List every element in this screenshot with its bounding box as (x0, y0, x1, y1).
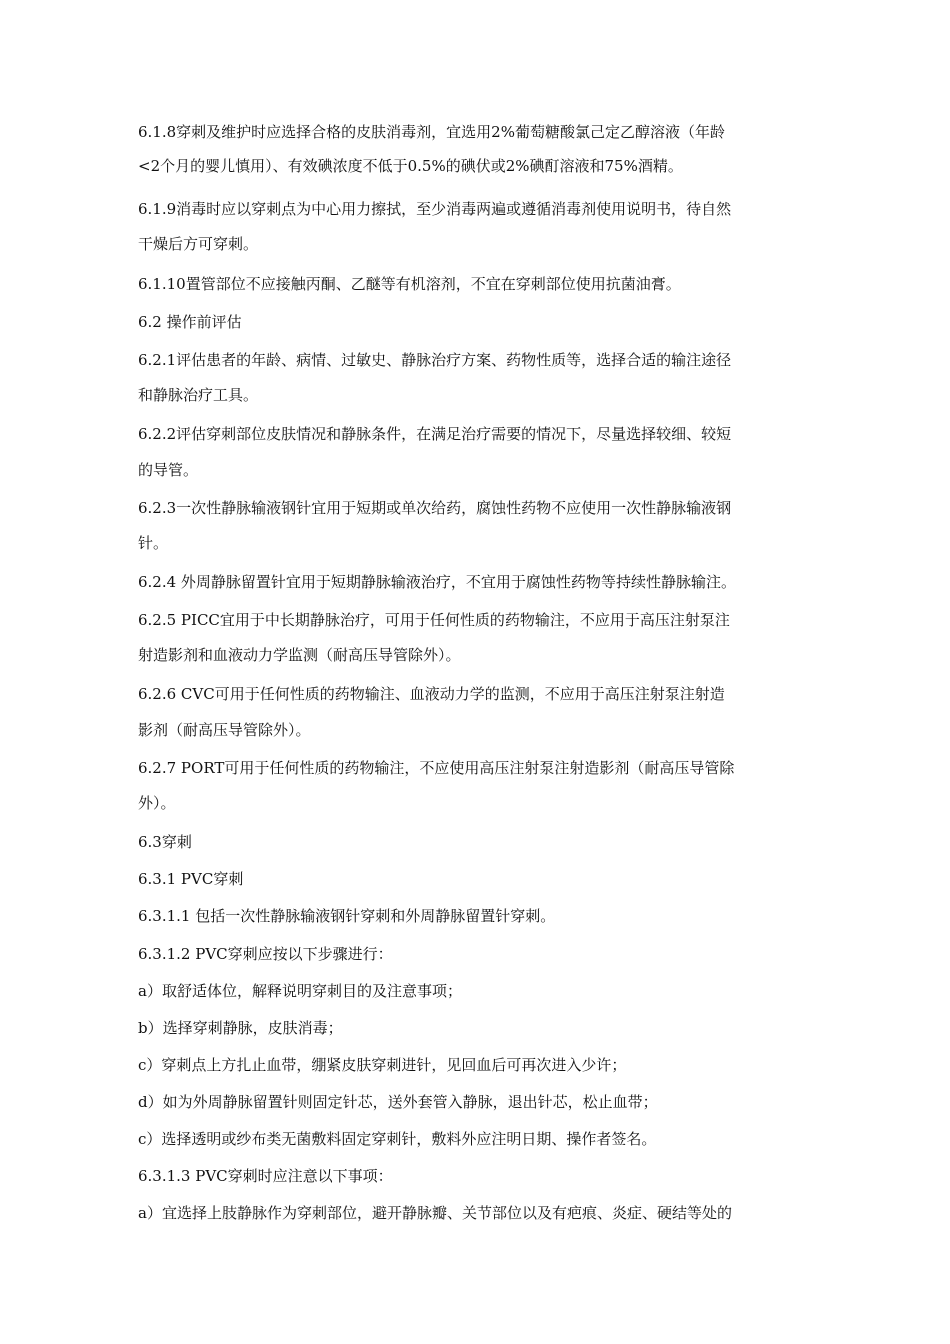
section-heading: 6.3穿刺 (138, 833, 192, 851)
text-line: 6.1.8穿刺及维护时应选择合格的皮肤消毒剂，宜选用2%葡萄糖酸氯己定乙醇溶液（年龄 (138, 123, 725, 141)
list-item: b）选择穿刺静脉，皮肤消毒； (138, 1019, 343, 1037)
subsection-heading: 6.3.1 PVC穿刺 (138, 870, 244, 888)
text-line: 6.1.9消毒时应以穿刺点为中心用力擦拭，至少消毒两遍或遵循消毒剂使用说明书，待自然 (138, 200, 732, 218)
text-line: 6.3.1.1 包括一次性静脉输液钢针穿刺和外周静脉留置针穿刺。 (138, 907, 556, 925)
text-line: 6.3.1.3 PVC穿刺时应注意以下事项： (138, 1167, 393, 1185)
list-item: c）穿刺点上方扎止血带，绷紧皮肤穿刺进针，见回血后可再次进入少许； (138, 1056, 627, 1074)
list-item: d）如为外周静脉留置针则固定针芯，送外套管入静脉，退出针芯，松止血带； (138, 1093, 658, 1111)
text-line: 射造影剂和血液动力学监测（耐高压导管除外）。 (138, 646, 461, 664)
text-line: 6.2.2评估穿刺部位皮肤情况和静脉条件，在满足治疗需要的情况下，尽量选择较细、较短 (138, 425, 732, 443)
text-line: 干燥后方可穿刺。 (138, 235, 259, 253)
text-line: 6.3.1.2 PVC穿刺应按以下步骤进行： (138, 945, 393, 963)
text-line: 外）。 (138, 794, 176, 812)
section-heading: 6.2 操作前评估 (138, 313, 242, 331)
list-item: c）选择透明或纱布类无菌敷料固定穿刺针，敷料外应注明日期、操作者签名。 (138, 1130, 657, 1148)
text-line: 的导管。 (138, 461, 199, 479)
text-line: 6.1.10置管部位不应接触丙酮、乙醚等有机溶剂，不宜在穿刺部位使用抗菌油膏。 (138, 275, 681, 293)
text-line: 6.2.6 CVC可用于任何性质的药物输注、血液动力学的监测，不应用于高压注射泵注射造 (138, 685, 725, 703)
text-line: <2个月的婴儿慎用）、有效碘浓度不低于0.5%的碘伏或2%碘酊溶液和75%酒精。 (138, 157, 683, 175)
text-line: 6.2.3一次性静脉输液钢针宜用于短期或单次给药，腐蚀性药物不应使用一次性静脉输液钢 (138, 499, 732, 517)
text-line: 6.2.5 PICC宜用于中长期静脉治疗，可用于任何性质的药物输注，不应用于高压注射泵注 (138, 611, 730, 629)
text-line: 针。 (138, 534, 169, 552)
text-line: 影剂（耐高压导管除外）。 (138, 721, 311, 739)
text-line: 6.2.1评估患者的年龄、病情、过敏史、静脉治疗方案、药物性质等，选择合适的输注途径 (138, 351, 732, 369)
list-item: a）宜选择上肢静脉作为穿刺部位，避开静脉瓣、关节部位以及有疤痕、炎症、硬结等处的 (138, 1204, 732, 1222)
text-line: 6.2.4 外周静脉留置针宜用于短期静脉输液治疗，不宜用于腐蚀性药物等持续性静脉输注。 (138, 573, 736, 591)
list-item: a）取舒适体位，解释说明穿刺目的及注意事项； (138, 982, 462, 1000)
text-line: 和静脉治疗工具。 (138, 386, 259, 404)
text-line: 6.2.7 PORT可用于任何性质的药物输注，不应使用高压注射泵注射造影剂（耐高压导管除 (138, 759, 735, 777)
